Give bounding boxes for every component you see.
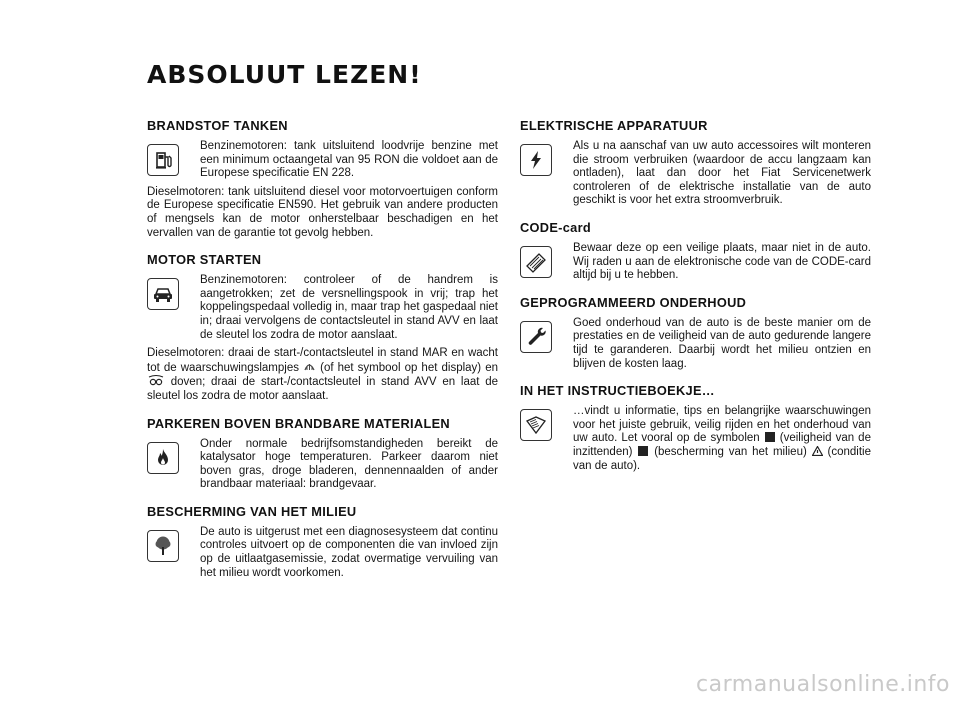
section-heading: BESCHERMING VAN HET MILIEU bbox=[147, 503, 357, 519]
section-onderhoud bbox=[520, 295, 871, 371]
section-text: Onder normale bedrijfsomstandigheden bereikt de katalysator hoge temperaturen. Parkeer daarom niet boven gras, droge bladeren, dennennaalden of ander brandbaar materiaal: brandgevaar. bbox=[200, 437, 498, 491]
section-parkeren bbox=[147, 416, 498, 492]
section-instructieboekje bbox=[520, 383, 871, 473]
glow-plug-display-icon bbox=[147, 376, 165, 388]
fire-icon bbox=[147, 442, 179, 474]
section-elektrische-apparatuur bbox=[520, 118, 871, 208]
section-heading: IN HET INSTRUCTIEBOEKJE… bbox=[520, 383, 715, 399]
section-text: De auto is uitgerust met een diagnosesysteem dat continu controles uitvoert op de componenten die van invloed zijn op de uitlaatgasemissie, zodat overmatige vervuiling van het milieu wordt voorkomen. bbox=[200, 525, 498, 579]
book-icon bbox=[520, 409, 552, 441]
section-text: Goed onderhoud van de auto is de beste manier om de prestaties en de veiligheid van de auto gedurende langere tijd te garanderen. Daarbij wordt het milieu ontzien en blijven de kosten laag. bbox=[573, 316, 871, 370]
lightning-icon bbox=[520, 144, 552, 176]
section-heading: CODE-card bbox=[520, 219, 591, 235]
glow-plug-icon bbox=[303, 362, 316, 374]
section-text-part: (bescherming van het milieu) bbox=[654, 445, 807, 458]
section-text: Benzinemotoren: controleer of de handrem is aangetrokken; zet de versnellingspook in vrij; trap het koppelingspedaal volledig in, maar trap het gaspedaal niet in; draai vervolgens de contactsleutel in stand AVV en laat de sleutel los zodra de motor aanslaat. bbox=[200, 274, 498, 341]
section-body: Dieselmotoren: tank uitsluitend diesel voor motorvoertuigen conform de Europese specificatie EN590. Het gebruik van andere producten of mengsels kan de motor onherstelbaar beschadigen en het vervallen van de garantie tot gevolg hebben. bbox=[147, 185, 498, 239]
section-text-part: (conditie van de auto). bbox=[573, 445, 871, 472]
section-text: Bewaar deze op een veilige plaats, maar niet in de auto. Wij raden u aan de elektronische code van de CODE-card altijd bij u te hebben. bbox=[573, 241, 871, 282]
section-heading: GEPROGRAMMEERD ONDERHOUD bbox=[520, 294, 747, 310]
safety-warning-icon bbox=[765, 432, 775, 442]
tree-icon bbox=[147, 530, 179, 562]
section-text: Benzinemotoren: tank uitsluitend loodvrije benzine met een minimum octaangetal van 95 RON die voldoet aan de Europese specificatie EN 228. bbox=[200, 140, 498, 180]
section-brandstof-tanken bbox=[147, 118, 498, 240]
right-column bbox=[520, 118, 871, 485]
section-heading: MOTOR STARTEN bbox=[147, 252, 262, 268]
section-body bbox=[147, 347, 498, 403]
wrench-icon bbox=[520, 321, 552, 353]
section-body-part: doven; draai de start-/contactsleutel in stand AVV en laat de sleutel los zodra de motor aanslaat. bbox=[147, 376, 498, 402]
section-body-part: (of het symbool op het display) en bbox=[320, 361, 498, 374]
watermark: carmanualsonline.info bbox=[696, 672, 950, 697]
section-motor-starten bbox=[147, 252, 498, 403]
section-code-card bbox=[520, 220, 871, 283]
section-text bbox=[573, 405, 871, 473]
car-icon bbox=[147, 278, 179, 310]
left-column bbox=[147, 118, 498, 592]
section-heading: BRANDSTOF TANKEN bbox=[147, 118, 288, 133]
section-text-part: (veiligheid van de inzittenden) bbox=[573, 432, 871, 458]
environment-warning-icon bbox=[638, 446, 648, 456]
section-milieu bbox=[147, 504, 498, 580]
code-card-icon bbox=[520, 246, 552, 278]
section-text: Als u na aanschaf van uw auto accessoires wilt monteren die stroom verbruiken (waardoor de accu langzaam kan ontladen), laat dan door het Fiat Servicenetwerk controleren of de elektrische installatie van de auto geschikt is voor het extra stroomverbruik. bbox=[573, 140, 871, 207]
section-heading: PARKEREN BOVEN BRANDBARE MATERIALEN bbox=[147, 415, 450, 431]
section-heading: ELEKTRISCHE APPARATUUR bbox=[520, 118, 708, 133]
fuel-pump-icon bbox=[147, 144, 179, 176]
page-title: ABSOLUUT LEZEN! bbox=[147, 60, 422, 89]
car-condition-icon bbox=[812, 446, 823, 458]
section-body-part: Dieselmotoren: draai de start-/contactsleutel in stand MAR en wacht tot de waarschuwingslampjes bbox=[147, 347, 498, 374]
section-text-part: …vindt u informatie, tips en belangrijke waarschuwingen voor het juiste gebruik, veilig rijden en het onderhoud van uw auto. Let vooral op de symbolen bbox=[573, 405, 871, 445]
